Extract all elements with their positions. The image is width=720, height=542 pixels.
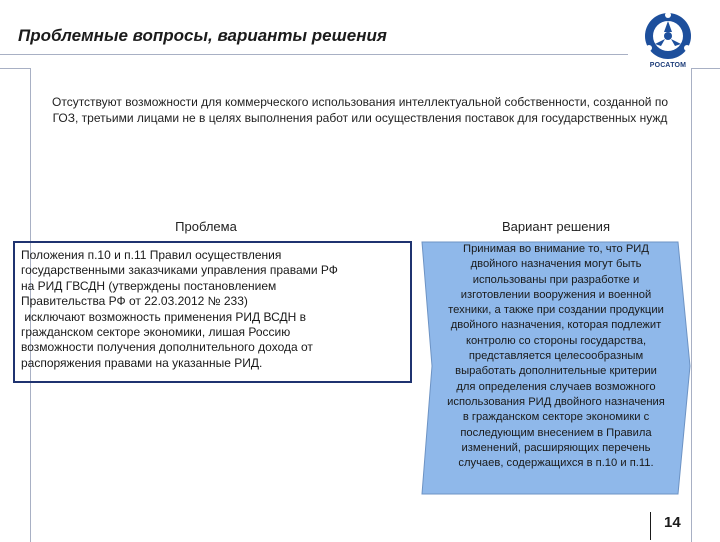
problem-heading: Проблема bbox=[175, 219, 237, 234]
solution-line: двойного назначения могут быть bbox=[470, 258, 642, 271]
page-title: Проблемные вопросы, варианты решения bbox=[18, 26, 387, 45]
frame-top-left-rule bbox=[0, 68, 30, 69]
solution-line: использованы при разработке и bbox=[472, 273, 640, 286]
problem-line: возможности получения дополнительного дохода от bbox=[21, 340, 313, 355]
solution-line: в гражданском секторе экономики с bbox=[462, 411, 650, 424]
page-number: 14 bbox=[664, 514, 681, 531]
logo-wordmark: РОСАТОМ bbox=[649, 62, 687, 69]
problem-box bbox=[13, 241, 412, 383]
page-number-divider bbox=[650, 512, 651, 540]
problem-line: государственными заказчиками управления правами РФ bbox=[21, 263, 338, 278]
solution-line: последующим внесением в Правила bbox=[460, 426, 652, 439]
solution-line: использования РИД двойного назначения bbox=[447, 395, 665, 408]
solution-line: случаев, содержащихся в п.10 и п.11. bbox=[458, 457, 654, 470]
problem-line: распоряжения правами на указанные РИД. bbox=[21, 355, 263, 370]
solution-line: двойного назначения, которая подлежит bbox=[450, 319, 662, 332]
solution-line: контролю со стороны государства, bbox=[465, 334, 647, 347]
solution-line: изготовлении вооружения и военной bbox=[460, 288, 652, 301]
solution-line: Принимая во внимание то, что РИД bbox=[463, 243, 649, 255]
problem-line: на РИД ГВСДН (утверждены постановлением bbox=[21, 278, 277, 293]
solution-line: для определения случаев возможного bbox=[456, 380, 656, 393]
intro-statement: Отсутствуют возможности для коммерческого использования интеллектуальной собственности, созданной по ГОЗ, третьими лицами не в целях выполнения работ или осуществления поставок для государственных нужд bbox=[52, 95, 668, 125]
problem-line: Правительства РФ от 22.03.2012 № 233) bbox=[21, 294, 248, 309]
solution-heading: Вариант решения bbox=[502, 219, 610, 234]
solution-line: выработать дополнительные критерии bbox=[455, 365, 657, 378]
solution-line: изменений, расширяющих перечень bbox=[461, 441, 651, 454]
header-divider bbox=[0, 54, 628, 55]
solution-line: представляется целесообразным bbox=[468, 350, 644, 363]
problem-line: Положения п.10 и п.11 Правил осуществления bbox=[21, 248, 282, 262]
problem-line: исключают возможность применения РИД ВСДН в bbox=[21, 309, 306, 324]
solution-text bbox=[428, 242, 684, 471]
solution-line: техники, а также при создании продукции bbox=[448, 304, 664, 317]
problem-line: гражданском секторе экономики, лишая Россию bbox=[21, 325, 291, 340]
